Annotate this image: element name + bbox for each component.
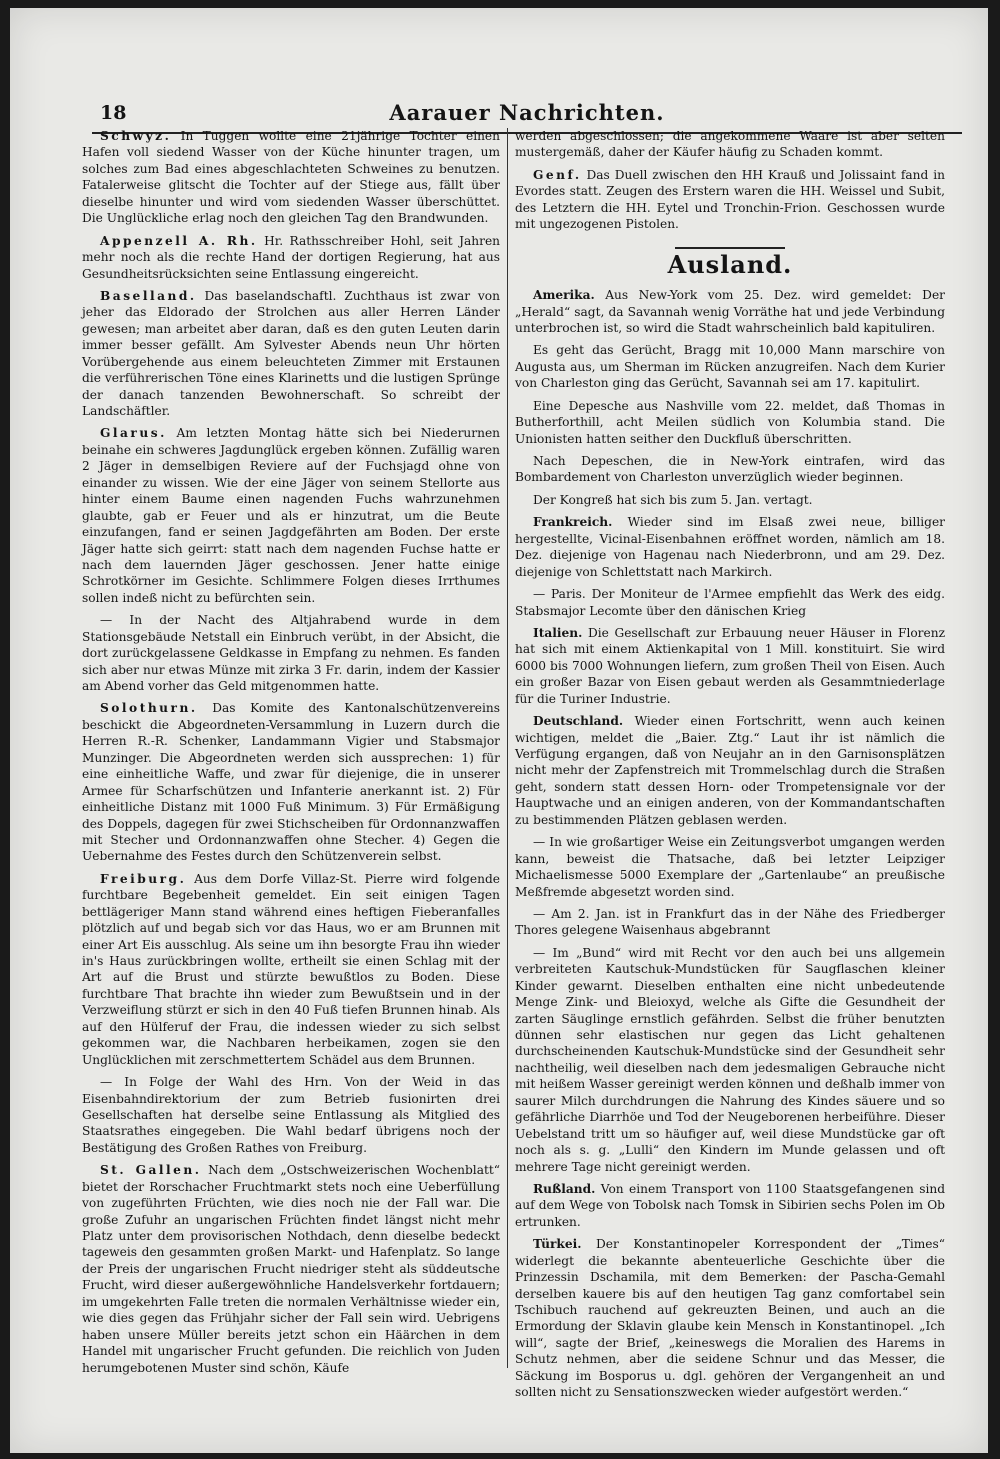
article (82, 871, 500, 1068)
article-country: Deutschland. (533, 714, 624, 729)
article-text: In Tuggen wollte eine 21jährige Tochter einen Hafen voll siedend Wasser von der Küche hinunter tragen, um solches zum Bad eines abgeschlachteten Schweines zu benutzen. Fatalerweise glitscht die Tochter auf der Stiege aus, fällt über dieselbe hinunter und wird vom siedenden Wasser überschüttet. Die Unglückliche erlag noch den gleichen Tag den Brandwunden. (82, 129, 500, 226)
article-country: Rußland. (533, 1181, 596, 1196)
article-text: Nach Depeschen, die in New-York eintrafen, wird das Bombardement von Charleston unverzüglich wieder beginnen. (515, 454, 945, 485)
article (82, 612, 500, 694)
article-text: — Paris. Der Moniteur de l'Armee empfiehlt das Werk des eidg. Stabsmajor Lecomte über den dänischen Krieg (515, 587, 945, 618)
article-text: Wieder einen Fortschritt, wenn auch keinen wichtigen, meldet die „Baier. Ztg.“ Laut ihr ist nämlich die Verfügung ergangen, daß von Neujahr an in den Garnisonsplätzen nicht mehr der Zapfenstreich mit Trommelschlag durch die Straßen geht, sondern statt dessen Horn- oder Trompetensignale vor der Hauptwache und an einigen anderen, von der Kommandantschaften zu bestimmenden Plätzen geblasen werden. (515, 714, 945, 827)
article-text: Das baselandschaftl. Zuchthaus ist zwar von jeher das Eldorado der Strolchen aus aller Herren Länder gewesen; man arbeitet aber daran, daß es den guten Leuten darin immer besser gefällt. Am Sylvester Abends neun Uhr hörten Vorübergehende aus einem beleuchteten Zimmer mit Erstaunen die verführerischen Töne eines Klarinetts und die lustigen Sprünge der danach tanzenden Bewohnerschaft. So schreibt der Landschäftler. (82, 288, 500, 418)
article (515, 1181, 945, 1230)
article-text: — In der Nacht des Altjahrabend wurde in dem Stationsgebäude Netstall ein Einbruch verübt, in der Absicht, die dort zurückgelassene Geldkasse in Empfang zu nehmen. Es fanden sich aber nur etwas Münze mit zirka 3 Fr. darin, indem der Kassier am Abend vorher das Geld mitgenommen hatte. (82, 613, 500, 693)
article-text: — In wie großartiger Weise ein Zeitungsverbot umgangen werden kann, beweist die Thatsache, daß bei letzter Leipziger Michaelismesse 5000 Exemplare der „Gartenlaube“ an preußische Meßfremde abgesetzt worden sind. (515, 835, 945, 899)
article-text: Eine Depesche aus Nashville vom 22. meldet, daß Thomas in Butherforthill, acht Meilen südlich von Kolumbia stand. Die Unionisten hatten seither den Duckfluß überschritten. (515, 398, 945, 446)
article-text: Das Duell zwischen den HH Krauß und Jolissaint fand in Evordes statt. Zeugen des Erstern waren die HH. Weissel und Subit, des Letztern die HH. Eytel und Tronchin-Frion. Geschossen wurde mit ungezogenen Pistolen. (515, 167, 946, 232)
article-text: Es geht das Gerücht, Bragg mit 10,000 Mann marschire von Augusta aus, um Sherman im Rücken anzugreifen. Nach dem Kurier von Charleston ging das Gerücht, Savannah sei am 17. kapitulirt. (515, 343, 945, 391)
article-text: Der Konstantinopeler Korrespondent der „Times“ widerlegt die bekannte abenteuerliche Geschichte über die Prinzessin Dschamila, mit dem Bemerken: der Pascha-Gemahl derselben kauere bis auf den heutigen Tag ganz comfortabel sein Tschibuch rauchend auf gekreuzten Beinen, und auch an die Ermordung der Sklavin glaube kein Mensch in Konstantinopel. „Ich will“, sagte der Brief, „keineswegs die Moralien des Harems in Schutz nehmen, aber die seidene Schnur und das Messer, die Säckung im Bosporus u. dgl. gehören der Vergangenheit an und sollten nicht zu Sensationszwecken wieder aufgestört werden.“ (515, 1237, 945, 1400)
section-title: Ausland. (667, 249, 793, 279)
article-country: Italien. (533, 625, 583, 640)
column-divider (507, 128, 508, 1368)
article-text: Aus dem Dorfe Villaz-St. Pierre wird folgende furchtbare Begebenheit gemeldet. Ein seit einigen Tagen bettlägeriger Mann stand während eines heftigen Fieberanfalles plötzlich auf und begab sich vor das Haus, wo er am Brunnen mit einer Art Eis ausschlug. Als seine um ihn besorgte Frau ihn wieder in's Haus zurückbringen wollte, ertheilt sie einen Schlag mit der Art auf die Brust und stürzte bewußtlos zu Boden. Diese furchtbare That brachte ihn wieder zum Bewußtsein und in der Verzweiflung stürzt er sich in den 40 Fuß tiefen Brunnen hinab. Als auf den Hülferuf der Frau, die indessen wieder zu sich selbst gekommen war, die Nachbaren herbeikamen, zogen sie den Unglücklichen mit zerschmettertem Schädel aus dem Brunnen. (82, 871, 501, 1067)
article-location: Solothurn. (100, 701, 198, 716)
article-location: Baselland. (100, 288, 197, 303)
article-location: Glarus. (100, 426, 167, 441)
article-location: Freiburg. (100, 871, 187, 886)
article (82, 1074, 500, 1156)
article (515, 586, 945, 619)
article (515, 906, 945, 939)
article (82, 128, 500, 227)
article (515, 713, 945, 828)
article (515, 945, 945, 1175)
article (515, 398, 945, 447)
article-text: Am letzten Montag hätte sich bei Niederurnen beinahe ein schweres Jagdunglück ergeben können. Zufällig waren 2 Jäger in demselbigen Reviere auf der Fuchsjagd ohne von einander zu wissen. Wie der eine Jäger von seinem Stellorte aus hinter einem Baume einen nagenden Fuchs wahrzunehmen glaubte, gab er Feuer und als er hinzutrat, um die Beute einzufangen, fand er seinen Jagdgefährten am Boden. Der erste Jäger hatte sich geirrt: statt nach dem nagenden Fuchse hatte er nach dem lauernden Jäger geschossen. Jener hatte einige Schrotkörner im Gesichte. Schlimmere Folgen dieses Irrthumes sollen indeß nicht zu befürchten sein. (82, 426, 501, 605)
article (82, 425, 500, 606)
article (515, 625, 945, 707)
page-number: 18 (100, 102, 127, 124)
article-text: — In Folge der Wahl des Hrn. Von der Weid in das Eisenbahndirektorium der zum Betrieb fusionirten drei Gesellschaften hat derselbe seine Entlassung als Mitglied des Staatsrathes eingegeben. Die Wahl bedarf übrigens noch der Bestätigung des Großen Rathes von Freiburg. (82, 1075, 500, 1155)
section-rule (675, 247, 785, 249)
article (515, 514, 945, 580)
article-text: Das Komite des Kantonalschützenvereins beschickt die Abgeordneten-Versammlung in Luzern durch die Herren R.-R. Schenker, Landammann Vigier und Stabsmajor Munzinger. Die Abgeordneten werden sich aussprechen: 1) für eine einheitliche Waffe, und zwar für diejenige, die in unserer Armee für Scharfschützen und Infanterie anerkannt ist. 2) Für einheitliche Distanz mit 1000 Fuß Minimum. 3) Für Ermäßigung des Doppels, dagegen für zwei Stichscheiben für Ordonnanzwaffen mit Stecher und Ordonnanzwaffen ohne Stecher. 4) Gegen die Uebernahme des Festes durch den Schützenverein selbst. (82, 701, 500, 864)
article-location: Appenzell A. Rh. (100, 233, 258, 248)
article (82, 700, 500, 864)
article-country: Amerika. (533, 288, 595, 303)
article (515, 128, 945, 161)
article (515, 287, 945, 336)
article-text: Hr. Rathsschreiber Hohl, seit Jahren mehr noch als die rechte Hand der dortigen Regierung, hat aus Gesundheitsrücksichten seine Entlassung eingereicht. (82, 233, 501, 281)
article-text: werden abgeschlossen; die angekommene Waare ist aber selten mustergemäß, daher der Käufer häufig zu Schaden kommt. (515, 129, 945, 160)
article-country: Frankreich. (533, 515, 613, 530)
article-text: Von einem Transport von 1100 Staatsgefangenen sind auf dem Wege von Tobolsk nach Tomsk in Sibirien sechs Polen im Ob ertrunken. (515, 1181, 946, 1229)
article-location: St. Gallen. (100, 1163, 202, 1178)
article (515, 167, 945, 233)
right-column (515, 128, 945, 1407)
article (82, 233, 500, 282)
article-country: Türkei. (533, 1237, 582, 1252)
left-column (82, 128, 500, 1382)
article (82, 288, 500, 420)
article (515, 453, 945, 486)
article (515, 834, 945, 900)
article (82, 1162, 500, 1376)
masthead-title: Aarauer Nachrichten. (389, 100, 665, 125)
article-text: Die Gesellschaft zur Erbauung neuer Häuser in Florenz hat sich mit einem Aktienkapital von 1 Mill. konstituirt. Sie wird 6000 bis 7000 Wohnungen liefern, zum großen Theil von Eisen. Auch ein großer Bazar von Eisen gebaut werden als Gesammtniederlage für die Turiner Industrie. (515, 625, 945, 706)
article-text: Wieder sind im Elsaß zwei neue, billiger hergestellte, Vicinal-Eisenbahnen eröffnet worden, nämlich am 18. Dez. diejenige von Hagenau nach Niederbronn, und am 29. Dez. diejenige von Schlettstatt nach Markirch. (515, 515, 945, 579)
article (515, 1236, 945, 1400)
article-text: Aus New-York vom 25. Dez. wird gemeldet: Der „Herald“ sagt, da Savannah wenig Vorräthe hat und jede Verbindung unterbrochen ist, so wird die Stadt wahrscheinlich bald kapituliren. (515, 288, 945, 335)
article-text: Der Kongreß hat sich bis zum 5. Jan. vertagt. (533, 492, 813, 507)
article-text: — Im „Bund“ wird mit Recht vor den auch bei uns allgemein verbreiteten Kautschuk-Mundstücken für Saugflaschen kleiner Kinder gewarnt. Dieselben enthalten eine nicht unbedeutende Menge Zink- und Bleioxyd, welche als Gifte die Gesundheit der zarten Säuglinge ernstlich gefährden. Selbst die früher benutzten dünnen sehr elastischen nur gegen das Licht gehaltenen durchscheinenden Kautschuk-Mundstücke sind der Gesundheit sehr nachtheilig, weil dieselben nach dem jedesmaligen Gebrauche nicht mit heißem Wasser gereinigt werden können und deßhalb immer von saurer Milch durchdrungen die Nahrung des Kindes säuere und so gefährliche Diarrhöe und Tod der Neugeborenen herbeiführe. Dieser Uebelstand tritt um so häufiger auf, weil diese Mundstücke gar oft noch als s. g. „Lulli“ den Kindern im Munde gelassen und oft mehrere Tage nicht gereinigt werden. (515, 945, 945, 1174)
article-text: Nach dem „Ostschweizerischen Wochenblatt“ bietet der Rorschacher Fruchtmarkt stets noch eine Ueberfüllung von zugeführten Früchten, wie dies noch nie der Fall war. Die große Zufuhr an ungarischen Früchten findet längst nicht mehr Platz unter dem provisorischen Nothdach, denn dieselbe bedeckt tageweis den gesammten großen Markt- und Hafenplatz. So lange der Preis der ungarischen Frucht niedriger steht als süddeutsche Frucht, wird dieser außergewöhnliche Handelsverkehr fortdauern; im umgekehrten Falle treten die normalen Verhältnisse wieder ein, wie dies gegen das Frühjahr sicher der Fall sein wird. Uebrigens haben unsere Müller bereits jetzt schon ein Häärchen in dem Handel mit ungarischer Frucht gefunden. Die reichlich von Juden herumgebotenen Muster sind schön, Käufe (82, 1163, 500, 1375)
article (515, 342, 945, 391)
article (515, 492, 945, 508)
article-location: Genf. (533, 167, 582, 182)
article-location: Schwyz. (100, 129, 172, 143)
article-text: — Am 2. Jan. ist in Frankfurt das in der Nähe des Friedberger Thores gelegene Waisenhaus abgebrannt (515, 906, 945, 938)
